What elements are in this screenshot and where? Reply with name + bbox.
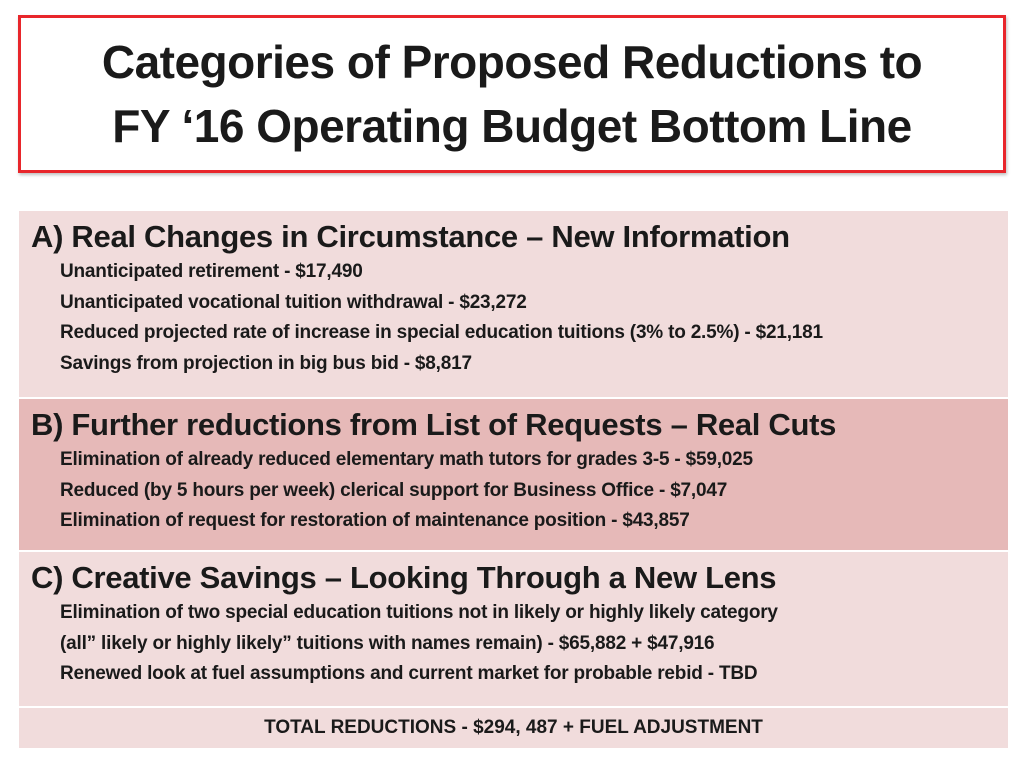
section-c-heading: C) Creative Savings – Looking Through a New Lens — [31, 560, 777, 595]
title-box — [18, 15, 1006, 173]
section-b — [19, 399, 1008, 552]
section-b-item: Elimination of request for restoration of maintenance position - $43,857 — [60, 510, 690, 531]
title-line-1: Categories of Proposed Reductions to — [101, 36, 923, 88]
section-b-item: Reduced (by 5 hours per week) clerical support for Business Office - $7,047 — [60, 479, 728, 501]
section-b-items — [31, 445, 996, 537]
section-a-item: Savings from projection in big bus bid - $8,817 — [60, 352, 472, 374]
section-b-heading: B) Further reductions from List of Requests – Real Cuts — [31, 407, 837, 442]
title-line-2: FY ‘16 Operating Budget Bottom Line — [112, 100, 912, 152]
section-c-item: (all” likely or highly likely” tuitions with names remain) - $65,882 + $47,916 — [60, 632, 715, 654]
section-a-item: Unanticipated vocational tuition withdrawal - $23,272 — [60, 291, 527, 313]
total-reductions: TOTAL REDUCTIONS - $294, 487 + FUEL ADJUSTMENT — [19, 708, 1008, 748]
section-c-items — [31, 598, 996, 690]
section-a-item: Reduced projected rate of increase in special education tuitions (3% to 2.5%) - $21,181 — [60, 322, 823, 343]
reductions-table — [19, 211, 1008, 748]
section-c-item: Elimination of two special education tuitions not in likely or highly likely category — [60, 602, 778, 623]
section-a-item: Unanticipated retirement - $17,490 — [60, 261, 363, 282]
section-a-items — [31, 257, 996, 379]
section-b-item: Elimination of already reduced elementary math tutors for grades 3-5 - $59,025 — [60, 449, 753, 470]
section-c-item: Renewed look at fuel assumptions and current market for probable rebid - TBD — [60, 663, 758, 684]
section-c — [19, 552, 1008, 708]
section-a — [19, 211, 1008, 399]
section-a-heading: A) Real Changes in Circumstance – New Information — [31, 219, 790, 254]
